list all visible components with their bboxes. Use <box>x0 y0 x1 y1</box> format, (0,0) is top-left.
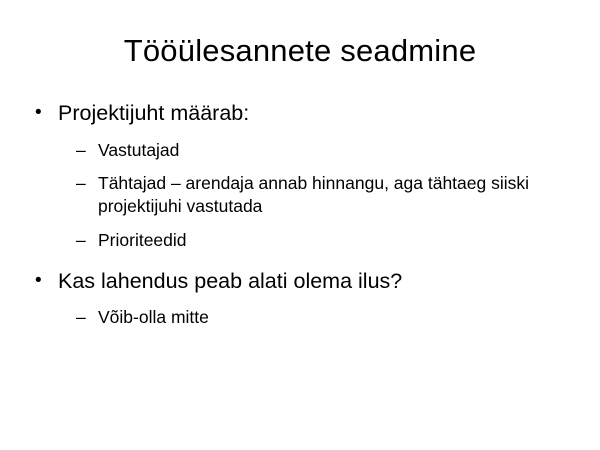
list-item-label: Kas lahendus peab alati olema ilus? <box>58 268 403 293</box>
list-item <box>24 268 580 296</box>
list-item <box>24 100 580 128</box>
list-item-label: Vastutajad <box>98 139 180 160</box>
dash-icon: – <box>76 307 86 328</box>
list-item <box>24 172 580 218</box>
dash-icon: – <box>76 139 86 160</box>
list-item-label: Projektijuht määrab: <box>58 101 250 125</box>
dash-icon: – <box>76 173 86 194</box>
bullet-icon: • <box>35 102 42 123</box>
list-item-label: Võib-olla mitte <box>98 307 209 328</box>
page-title: Tööülesannete seadmine <box>123 33 477 68</box>
dash-icon: – <box>76 229 86 250</box>
list-item-label: Prioriteedid <box>98 229 187 250</box>
list-item-label: Tähtajad – arendaja annab hinnangu, aga tähtaeg siiski projektijuhi vastutada <box>98 173 530 217</box>
bullet-icon: • <box>35 269 42 291</box>
list-item <box>24 306 580 329</box>
list-item <box>24 229 580 252</box>
slide-body-list <box>24 100 580 340</box>
list-item <box>24 139 580 162</box>
